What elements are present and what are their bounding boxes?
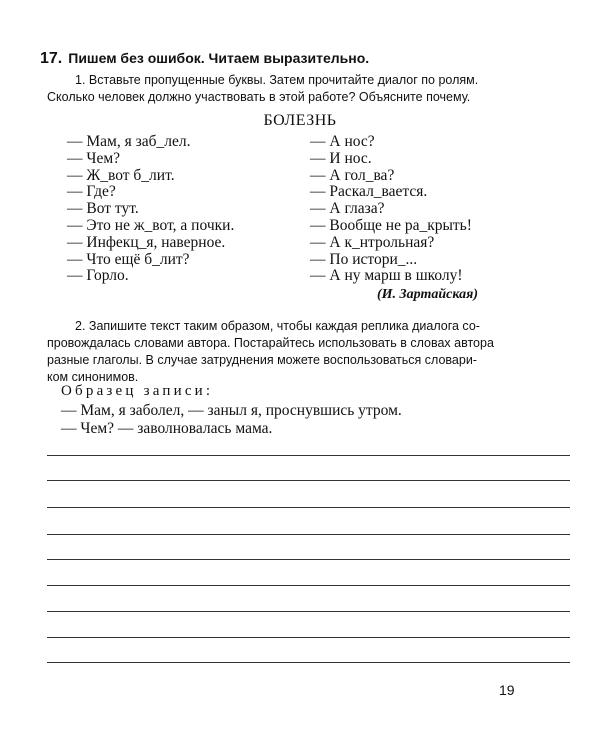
dialogue-line: — Это не ж_вот, а почки.	[67, 216, 235, 234]
writing-line[interactable]	[47, 637, 570, 638]
dialogue-line: — Раскал_вается.	[310, 183, 428, 201]
sample-line: — Мам, я заболел, — заныл я, проснувшись утром.	[61, 402, 402, 419]
dialogue-line: — Мам, я заб_лел.	[67, 133, 191, 150]
exercise-title: Пишем без ошибок. Читаем выразительно.	[68, 50, 370, 66]
dialogue-line: — Инфекц_я, наверное.	[67, 233, 226, 251]
task-1-line: 1. Вставьте пропущенные буквы. Затем прочитайте диалог по ролям.	[75, 73, 479, 87]
dialogue-line: — Вот тут.	[67, 200, 139, 218]
page-number: 19	[499, 682, 515, 698]
task-1-instructions	[47, 72, 567, 106]
writing-line[interactable]	[47, 559, 570, 560]
task-2-line: разные глаголы. В случае затруднения можете воспользоваться словари-	[47, 353, 477, 367]
writing-line[interactable]	[47, 507, 570, 508]
dialogue-line: — А гол_ва?	[310, 166, 395, 184]
dialogue-line: — А к_нтрольная?	[310, 233, 435, 251]
task-1-line: Сколько человек должно участвовать в этой работе? Объясните почему.	[47, 90, 471, 104]
writing-line[interactable]	[47, 611, 570, 612]
dialogue-line: — Вообще не ра_крыть!	[310, 216, 472, 234]
task-2-line: ком синонимов.	[47, 370, 139, 384]
exercise-header	[40, 50, 369, 68]
sample-line: — Чем? — заволновалась мама.	[61, 420, 273, 437]
dialogue-line: — По истори_...	[310, 250, 418, 268]
writing-line[interactable]	[47, 585, 570, 586]
sample-text	[61, 402, 402, 438]
dialogue-left-column	[67, 134, 234, 285]
dialogue-line: — Что ещё б_лит?	[67, 250, 190, 268]
writing-line[interactable]	[47, 480, 570, 481]
dialogue-line: — А ну марш в школу!	[310, 267, 463, 285]
dialogue-line: — Горло.	[67, 267, 129, 285]
task-2-line: провождалась словами автора. Постарайтесь использовать в словах автора	[47, 336, 494, 350]
dialogue-line: — Где?	[67, 183, 116, 201]
poem-title: БОЛЕЗНЬ	[263, 112, 337, 129]
writing-line[interactable]	[47, 534, 570, 535]
dialogue-line: — А глаза?	[310, 200, 385, 218]
task-2-instructions	[47, 318, 569, 386]
writing-line[interactable]	[47, 455, 570, 456]
dialogue-right-column	[310, 134, 472, 285]
dialogue-line: — И нос.	[310, 149, 372, 167]
dialogue-line: — Ж_вот б_лит.	[67, 166, 175, 184]
poem-author: (И. Зартайская)	[377, 287, 479, 302]
task-2-line: 2. Запишите текст таким образом, чтобы каждая реплика диалога со-	[75, 319, 480, 333]
exercise-number: 17.	[40, 50, 63, 67]
sample-title: Образец записи:	[61, 383, 214, 399]
dialogue-line: — Чем?	[67, 149, 121, 167]
writing-line[interactable]	[47, 662, 570, 663]
dialogue-line: — А нос?	[310, 133, 375, 150]
